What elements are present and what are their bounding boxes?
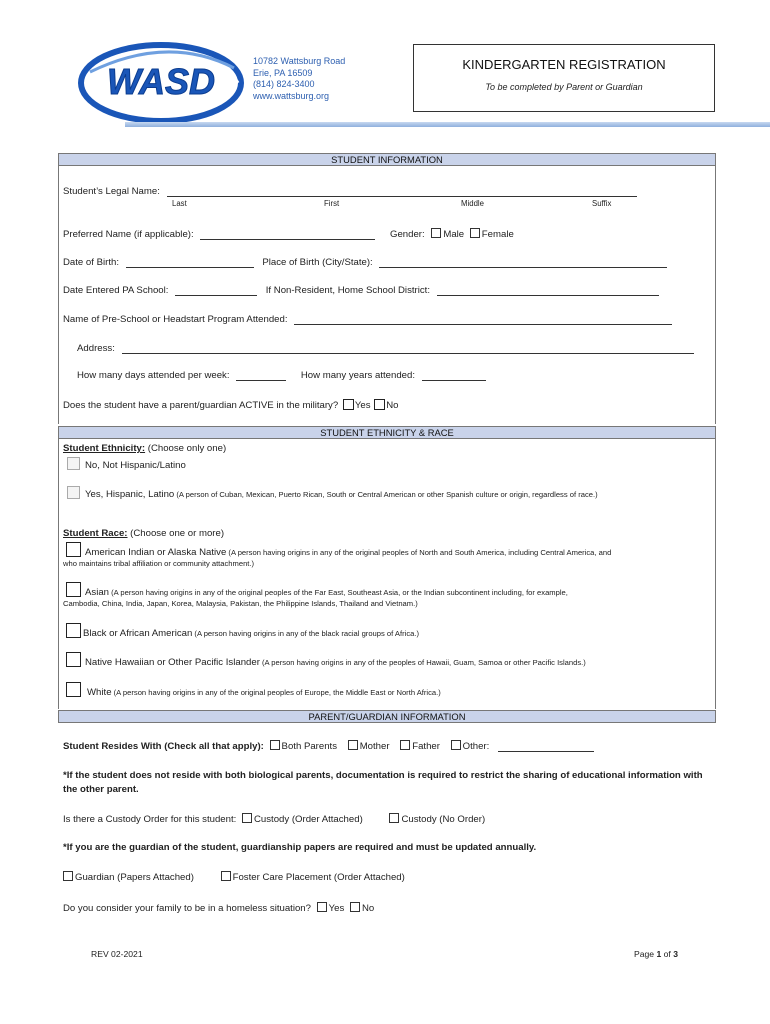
ethnicity-heading-row xyxy=(63,443,226,454)
address-label: Address: xyxy=(77,343,115,354)
form-subtitle: To be completed by Parent or Guardian xyxy=(485,82,643,92)
name-part-middle: Middle xyxy=(461,199,484,208)
guardian-papers-checkbox[interactable] xyxy=(63,871,73,881)
both-parents-label: Both Parents xyxy=(281,741,338,752)
ethnicity-heading: Student Ethnicity: xyxy=(63,443,146,454)
mother-label: Mother xyxy=(359,741,390,752)
military-question: Does the student have a parent/guardian ACTIVE in the military? xyxy=(63,400,339,411)
hispanic-checkbox[interactable] xyxy=(67,486,80,499)
date-entered-field[interactable] xyxy=(175,295,257,296)
military-yes-checkbox[interactable] xyxy=(343,399,354,410)
custody-note xyxy=(63,769,703,797)
other-field[interactable] xyxy=(498,751,594,752)
homeless-yes-label: Yes xyxy=(328,903,345,914)
foster-care-label: Foster Care Placement (Order Attached) xyxy=(232,872,405,883)
gender-label: Gender: xyxy=(389,229,425,240)
race-label: American Indian or Alaska Native xyxy=(85,547,227,558)
preschool-row xyxy=(63,314,672,325)
father-checkbox[interactable] xyxy=(400,740,410,750)
father-label: Father xyxy=(412,741,440,752)
homeless-yes-checkbox[interactable] xyxy=(317,902,327,912)
legal-name-row xyxy=(63,186,637,197)
race-option xyxy=(66,623,419,639)
race-option xyxy=(66,582,568,598)
custody-no-order-checkbox[interactable] xyxy=(389,813,399,823)
preferred-name-field[interactable] xyxy=(200,239,375,240)
attendance-row xyxy=(77,370,486,381)
years-label: How many years attended: xyxy=(300,370,415,381)
custody-attached-label: Custody (Order Attached) xyxy=(253,814,363,825)
form-title-box xyxy=(413,44,715,112)
days-label: How many days attended per week: xyxy=(77,370,230,381)
race-description: (A person having origins in any of the black racial groups of Africa.) xyxy=(192,629,419,638)
gender-female-checkbox[interactable] xyxy=(470,228,480,238)
race-asian-checkbox[interactable] xyxy=(66,582,81,597)
mother-checkbox[interactable] xyxy=(348,740,358,750)
revision-label: REV 02-2021 xyxy=(91,949,143,959)
website-link[interactable]: www.wattsburg.org xyxy=(253,90,330,101)
military-no-checkbox[interactable] xyxy=(374,399,385,410)
gender-female-label: Female xyxy=(481,229,514,240)
gender-male-checkbox[interactable] xyxy=(431,228,441,238)
page-indicator xyxy=(634,949,678,959)
not-hispanic-checkbox[interactable] xyxy=(67,457,80,470)
custody-row xyxy=(63,813,485,825)
race-description: (A person having origins in any of the original peoples of the Far East, Southeast Asia, or the Indian subcontinent including, for example, xyxy=(109,588,568,597)
race-label: White xyxy=(87,687,112,698)
preschool-field[interactable] xyxy=(294,324,672,325)
wasd-logo xyxy=(78,42,244,124)
dob-label: Date of Birth: xyxy=(63,257,119,268)
pob-label: Place of Birth (City/State): xyxy=(262,257,373,268)
page-total: 3 xyxy=(673,949,678,959)
legal-name-field[interactable] xyxy=(167,196,637,197)
custody-note-line: the other parent. xyxy=(63,784,139,795)
logo-text: WASD xyxy=(107,61,215,102)
ethnicity-frame xyxy=(58,439,716,709)
years-field[interactable] xyxy=(422,380,486,381)
race-heading: Student Race: xyxy=(63,528,128,539)
section-parent-guardian: PARENT/GUARDIAN INFORMATION xyxy=(58,710,716,723)
of-word: of xyxy=(661,949,674,959)
school-entry-row xyxy=(63,285,659,296)
race-description: (A person having origins in any of the original peoples of North and South America, including Central America, and xyxy=(226,548,612,557)
race-heading-row xyxy=(63,528,224,539)
guardian-options-row xyxy=(63,871,405,883)
race-pacific-islander-checkbox[interactable] xyxy=(66,652,81,667)
preschool-address-row xyxy=(77,343,694,354)
military-yes-label: Yes xyxy=(354,400,371,411)
phone-line: (814) 824-3400 xyxy=(253,79,315,89)
race-option xyxy=(66,542,611,558)
race-black-checkbox[interactable] xyxy=(66,623,81,638)
address-line: Erie, PA 16509 xyxy=(253,67,313,78)
ethnicity-not-hispanic-row xyxy=(67,457,186,471)
race-description: (A person having origins in any of the original peoples of Europe, the Middle East or North Africa.) xyxy=(111,688,441,697)
race-label: Native Hawaiian or Other Pacific Islander xyxy=(85,657,260,668)
race-description: (A person having origins in any of the peoples of Hawaii, Guam, Samoa or other Pacific Islands.) xyxy=(259,658,586,667)
race-description-cont: Cambodia, China, India, Japan, Korea, Malaysia, Pakistan, the Philippine Islands, Thailand and Vietnam.) xyxy=(63,599,418,608)
legal-name-label: Student’s Legal Name: xyxy=(63,186,160,197)
military-no-label: No xyxy=(386,400,399,411)
both-parents-checkbox[interactable] xyxy=(270,740,280,750)
name-part-first: First xyxy=(324,199,340,208)
race-option xyxy=(66,652,586,668)
not-hispanic-label: No, Not Hispanic/Latino xyxy=(85,460,186,471)
district-address xyxy=(253,56,345,102)
race-white-checkbox[interactable] xyxy=(66,682,81,697)
page-word: Page xyxy=(634,949,657,959)
resides-with-label: Student Resides With (Check all that apply): xyxy=(63,741,264,752)
non-resident-label: If Non-Resident, Home School District: xyxy=(265,285,430,296)
guardian-note: *If you are the guardian of the student, guardianship papers are required and must be updated annually. xyxy=(63,842,537,853)
ethnicity-hint: (Choose only one) xyxy=(145,443,227,454)
race-label: Black or African American xyxy=(83,628,193,639)
homeless-no-label: No xyxy=(361,903,375,914)
custody-attached-checkbox[interactable] xyxy=(242,813,252,823)
home-district-field[interactable] xyxy=(437,295,659,296)
dob-field[interactable] xyxy=(126,267,254,268)
custody-question: Is there a Custody Order for this student: xyxy=(63,814,237,825)
preschool-label: Name of Pre-School or Headstart Program Attended: xyxy=(63,314,288,325)
race-american-indian-checkbox[interactable] xyxy=(66,542,81,557)
race-description-cont: who maintains tribal affiliation or community attachment.) xyxy=(63,559,255,568)
name-part-last: Last xyxy=(172,199,187,208)
custody-note-line: *If the student does not reside with both biological parents, documentation is required to restrict the sharing of educational information with xyxy=(63,770,703,781)
page-number: 1 xyxy=(656,949,662,959)
guardian-papers-label: Guardian (Papers Attached) xyxy=(75,872,194,883)
pob-field[interactable] xyxy=(379,267,667,268)
other-checkbox[interactable] xyxy=(451,740,461,750)
gender-male-label: Male xyxy=(443,229,465,240)
military-row xyxy=(63,399,398,411)
preschool-address-field[interactable] xyxy=(122,353,694,354)
custody-no-order-label: Custody (No Order) xyxy=(401,814,486,825)
name-part-suffix: Suffix xyxy=(592,199,612,208)
foster-care-checkbox[interactable] xyxy=(221,871,231,881)
section-ethnicity-race: STUDENT ETHNICITY & RACE xyxy=(58,426,716,439)
preferred-name-row xyxy=(63,228,514,240)
race-option xyxy=(66,682,441,698)
preferred-name-label: Preferred Name (if applicable): xyxy=(63,229,194,240)
section-student-information: STUDENT INFORMATION xyxy=(58,153,716,166)
hispanic-description: (A person of Cuban, Mexican, Puerto Rican, South or Central American or other Spanish culture or origin, regardless of race.) xyxy=(174,490,598,499)
race-hint: (Choose one or more) xyxy=(127,528,225,539)
address-line: 10782 Wattsburg Road xyxy=(253,56,346,66)
date-entered-label: Date Entered PA School: xyxy=(63,285,169,296)
resides-with-row xyxy=(63,740,594,752)
ethnicity-hispanic-row xyxy=(67,486,598,500)
homeless-row xyxy=(63,902,374,914)
homeless-no-checkbox[interactable] xyxy=(350,902,360,912)
homeless-question: Do you consider your family to be in a homeless situation? xyxy=(63,903,311,914)
days-field[interactable] xyxy=(236,380,286,381)
form-title: KINDERGARTEN REGISTRATION xyxy=(462,57,666,72)
other-label: Other: xyxy=(462,741,490,752)
hispanic-label: Yes, Hispanic, Latino xyxy=(85,489,175,500)
race-label: Asian xyxy=(85,587,109,598)
header-divider xyxy=(125,122,770,127)
birth-row xyxy=(63,257,667,268)
